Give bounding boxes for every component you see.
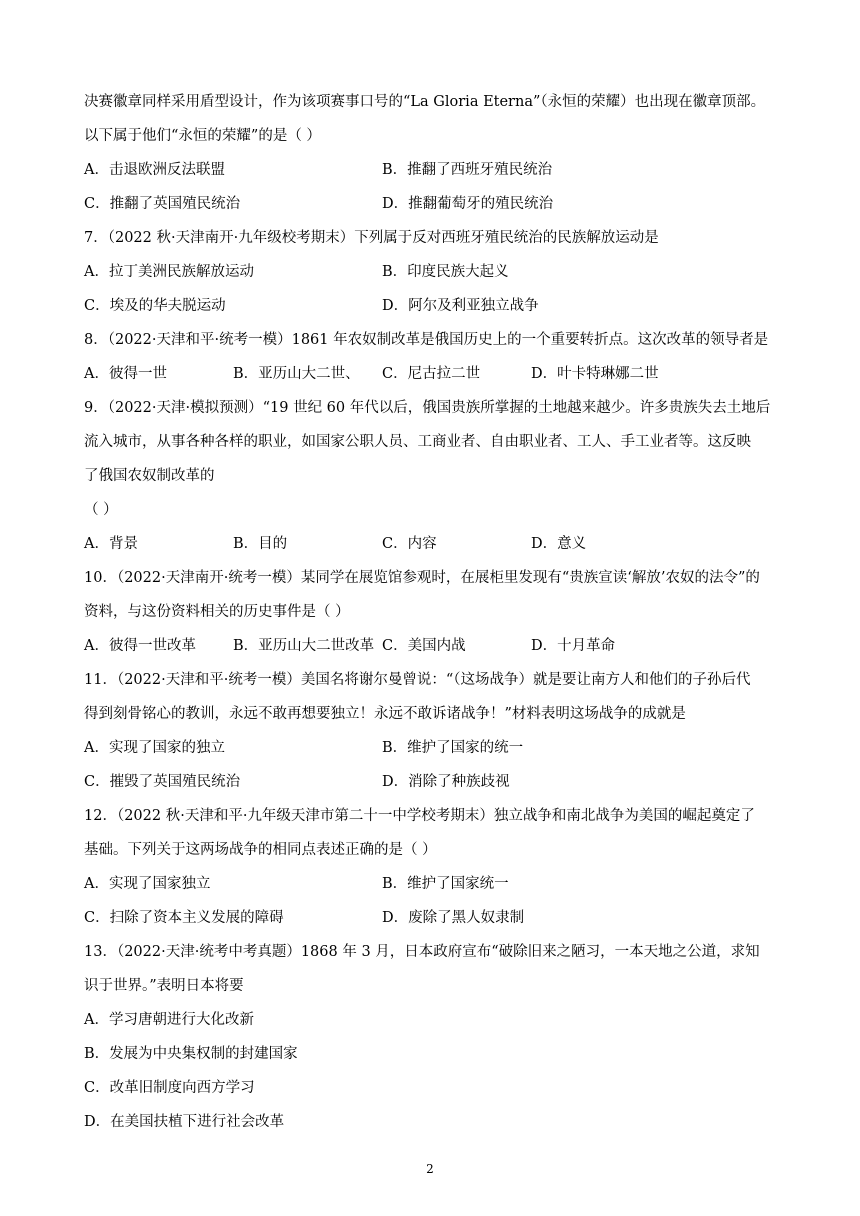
q12-option-c: C．扫除了资本主义发展的障碍 — [84, 910, 284, 926]
q9-option-d: D．意义 — [531, 536, 587, 552]
q12-option-a: A．实现了国家独立 — [84, 876, 211, 892]
q12-options-row — [84, 867, 784, 901]
page-number: 2 — [426, 1162, 434, 1176]
q6-option-d: D．推翻葡萄牙的殖民统治 — [382, 196, 554, 212]
q11-option-d: D．消除了种族歧视 — [382, 774, 510, 790]
q6-stem-line: 决赛徽章同样采用盾型设计，作为该项赛事口号的“La Gloria Eterna”（永恒的荣耀）也出现在徽章顶部。 — [84, 94, 766, 110]
q9-option-b: B．目的 — [233, 536, 288, 552]
q13-option-d: D．在美国扶植下进行社会改革 — [84, 1114, 285, 1130]
q7-option-d: D．阿尔及利亚独立战争 — [382, 298, 539, 314]
q10-options-row — [84, 629, 784, 663]
document-page — [84, 85, 784, 1139]
q12-stem-line: 12．（2022 秋·天津和平·九年级天津市第二十一中学校考期末）独立战争和南北战争为美国的崛起奠定了 — [84, 808, 755, 824]
q10-option-d: D．十月革命 — [531, 638, 616, 654]
q9-options-row — [84, 527, 784, 561]
q8-option-b: B．亚历山大二世、 — [233, 366, 360, 382]
q6-option-a: A．击退欧洲反法联盟 — [84, 162, 225, 178]
q13-option-a: A．学习唐朝进行大化改新 — [84, 1012, 254, 1028]
q10-option-c: C．美国内战 — [382, 638, 466, 654]
q8-option-a: A．彼得一世 — [84, 366, 167, 382]
q13-stem-line: 识于世界。”表明日本将要 — [84, 978, 244, 994]
q7-stem: 7．（2022 秋·天津南开·九年级校考期末）下列属于反对西班牙殖民统治的民族解放运动是 — [84, 230, 659, 246]
q9-stem-line: 流入城市，从事各种各样的职业，如国家公职人员、工商业者、自由职业者、工人、手工业者等。这反映 — [84, 434, 751, 450]
q7-options-row — [84, 289, 784, 323]
q9-option-c: C．内容 — [382, 536, 437, 552]
q7-options-row — [84, 255, 784, 289]
q11-option-b: B．维护了国家的统一 — [382, 740, 524, 756]
q10-stem-line: 资料，与这份资料相关的历史事件是（ ） — [84, 604, 350, 620]
q11-options-row — [84, 765, 784, 799]
q10-option-b: B．亚历山大二世改革 — [233, 638, 375, 654]
q8-options-row — [84, 357, 784, 391]
q8-stem: 8．（2022·天津和平·统考一模）1861 年农奴制改革是俄国历史上的一个重要转折点。这次改革的领导者是 — [84, 332, 769, 348]
q12-stem-line: 基础。下列关于这两场战争的相同点表述正确的是（ ） — [84, 842, 437, 858]
q9-stem-line: 9．（2022·天津·模拟预测）“19 世纪 60 年代以后，俄国贵族所掌握的土地越来越少。许多贵族失去土地后 — [84, 400, 771, 416]
q9-option-a: A．背景 — [84, 536, 138, 552]
q9-stem-line: 了俄国农奴制改革的 — [84, 468, 215, 484]
q6-option-b: B．推翻了西班牙殖民统治 — [382, 162, 553, 178]
q8-option-c: C．尼古拉二世 — [382, 366, 481, 382]
q11-option-a: A．实现了国家的独立 — [84, 740, 225, 756]
q7-option-c: C．埃及的华夫脱运动 — [84, 298, 226, 314]
q12-options-row — [84, 901, 784, 935]
q10-stem-line: 10．（2022·天津南开·统考一模）某同学在展览馆参观时，在展柜里发现有“贵族宣读‘解放’农奴的法令”的 — [84, 570, 760, 586]
q11-options-row — [84, 731, 784, 765]
q11-stem-line: 得到刻骨铭心的教训，永远不敢再想要独立！永远不敢诉诸战争！”材料表明这场战争的成就是 — [84, 706, 686, 722]
q7-option-b: B．印度民族大起义 — [382, 264, 509, 280]
q10-option-a: A．彼得一世改革 — [84, 638, 196, 654]
q13-stem-line: 13．（2022·天津·统考中考真题）1868 年 3 月，日本政府宣布“破除旧来之陋习，一本天地之公道，求知 — [84, 944, 760, 960]
q6-option-c: C．推翻了英国殖民统治 — [84, 196, 241, 212]
q6-options-row — [84, 153, 784, 187]
q6-stem-line: 以下属于他们“永恒的荣耀”的是（ ） — [84, 128, 321, 144]
q11-stem-line: 11．（2022·天津和平·统考一模）美国名将谢尔曼曾说：“（这场战争）就是要让南方人和他们的子孙后代 — [84, 672, 751, 688]
q12-option-d: D．废除了黑人奴隶制 — [382, 910, 525, 926]
q6-options-row — [84, 187, 784, 221]
q7-option-a: A．拉丁美洲民族解放运动 — [84, 264, 254, 280]
q13-option-b: B．发展为中央集权制的封建国家 — [84, 1046, 298, 1062]
q8-option-d: D．叶卡特琳娜二世 — [531, 366, 659, 382]
q9-answer-paren: （ ） — [84, 502, 118, 518]
q11-option-c: C．摧毁了英国殖民统治 — [84, 774, 241, 790]
q12-option-b: B．维护了国家统一 — [382, 876, 509, 892]
q13-option-c: C．改革旧制度向西方学习 — [84, 1080, 255, 1096]
